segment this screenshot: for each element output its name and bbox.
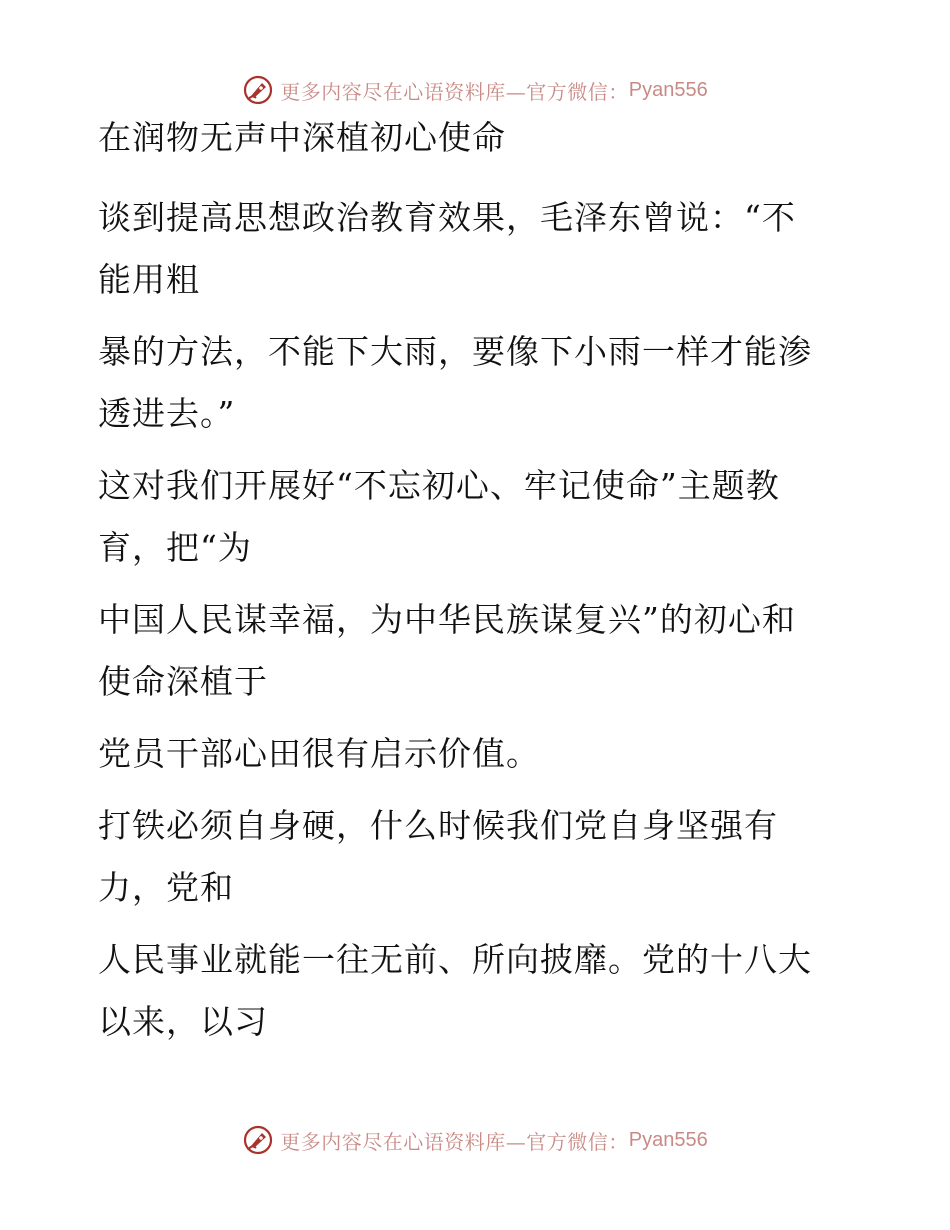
watermark-wechat-id: Pyan556 xyxy=(628,78,708,101)
doc-line: 人民事业就能一往无前、所向披靡。党的十八大 xyxy=(98,940,812,979)
doc-line: 中国人民谋幸福，为中华民族谋复兴”的初心和 xyxy=(98,600,796,639)
doc-line: 在润物无声中深植初心使命 xyxy=(98,118,506,157)
watermark-text: 更多内容尽在心语资料库—官方微信： xyxy=(280,1129,629,1154)
doc-line: 透进去。” xyxy=(98,394,236,433)
doc-line: 育，把“为 xyxy=(98,528,252,567)
doc-line: 能用粗 xyxy=(98,260,200,299)
doc-line: 以来，以习 xyxy=(98,1002,268,1041)
document-body xyxy=(98,118,838,1042)
doc-line: 力，党和 xyxy=(98,868,234,907)
doc-line: 这对我们开展好“不忘初心、牢记使命”主题教 xyxy=(98,466,780,505)
doc-line: 党员干部心田很有启示价值。 xyxy=(98,734,540,773)
pen-nib-seal-icon xyxy=(242,74,274,106)
watermark-text: 更多内容尽在心语资料库—官方微信： xyxy=(280,79,629,104)
doc-line: 打铁必须自身硬，什么时候我们党自身坚强有 xyxy=(98,806,778,845)
footer-watermark xyxy=(0,1120,950,1160)
doc-line: 谈到提高思想政治教育效果，毛泽东曾说：“不 xyxy=(98,198,796,237)
watermark-wechat-id: Pyan556 xyxy=(628,1128,708,1151)
doc-line: 使命深植于 xyxy=(98,662,268,701)
doc-line: 暴的方法，不能下大雨，要像下小雨一样才能渗 xyxy=(98,332,812,371)
pen-nib-seal-icon xyxy=(242,1124,274,1156)
header-watermark xyxy=(0,70,950,110)
